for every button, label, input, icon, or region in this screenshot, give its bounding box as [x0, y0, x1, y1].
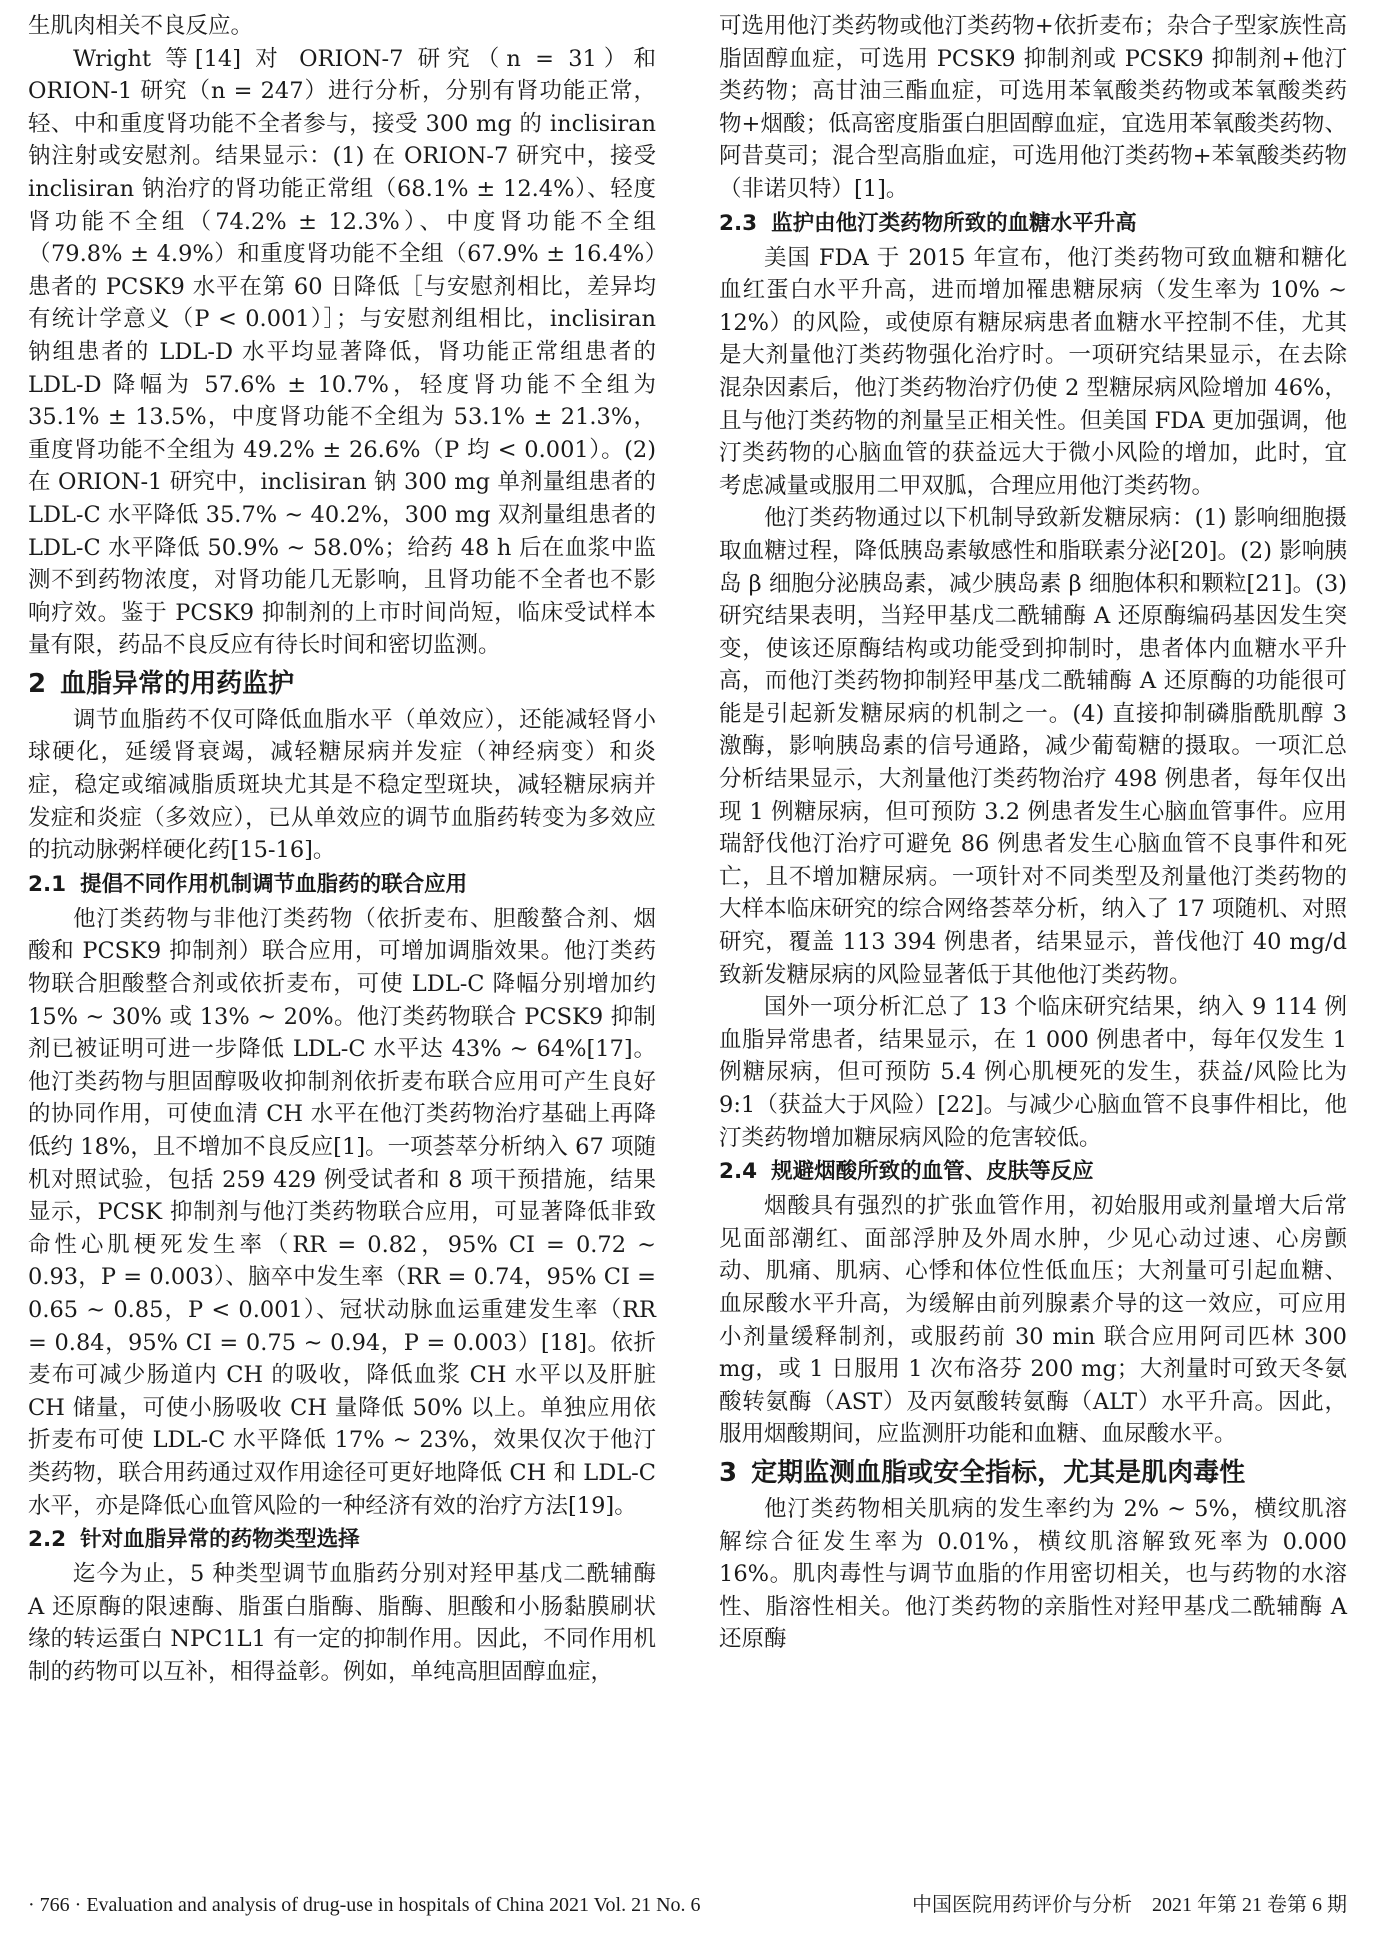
section-title: 血脂异常的用药监护: [60, 668, 295, 699]
paragraph: 生肌肉相关不良反应。: [28, 13, 254, 39]
paragraph: 可选用他汀类药物或他汀类药物+依折麦布；杂合子型家族性高脂固醇血症，可选用 PCSK9 抑制剂或 PCSK9 抑制剂+他汀类药物；高甘油三酯血症，可选用苯氧酸类药物或苯氧酸类药物+烟酸；低高密度脂蛋白胆固醇血症，宜选用苯氧酸类药物、阿昔莫司；混合型高脂血症，可选用他汀类药物+苯氧酸类药物（非诺贝特）[1]。: [719, 13, 1347, 202]
paragraph: 美国 FDA 于 2015 年宣布，他汀类药物可致血糖和糖化血红蛋白水平升高，进而增加罹患糖尿病（发生率为 10% ~ 12%）的风险，或使原有糖尿病患者血糖水平控制不佳，尤其是大剂量他汀类药物强化治疗时。一项研究结果显示，在去除混杂因素后，他汀类药物治疗仍使 2 型糖尿病风险增加 46%，且与他汀类药物的剂量呈正相关性。但美国 FDA 更加强调，他汀类药物的心脑血管的获益远大于微小风险的增加，此时，宜考虑减量或服用二甲双胍，合理应用他汀类药物。: [719, 244, 1347, 499]
subsection-heading: [28, 1524, 656, 1556]
paragraph: 他汀类药物通过以下机制导致新发糖尿病：(1) 影响细胞摄取血糖过程，降低胰岛素敏感性和脂联素分泌[20]。(2) 影响胰岛 β 细胞分泌胰岛素，减少胰岛素 β 细胞体积和颗粒[21]。(3) 研究结果表明，当羟甲基戊二酰辅酶 A 还原酶编码基因发生突变，使该还原酶结构或功能受到抑制时，患者体内血糖水平升高，而他汀类药物抑制羟甲基戊二酰辅酶 A 还原酶的功能很可能是引起新发糖尿病的机制之一。(4) 直接抑制磷脂酰肌醇 3 激酶，影响胰岛素的信号通路，减少葡萄糖的摄取。一项汇总分析结果显示，大剂量他汀类药物治疗 498 例患者，每年仅出现 1 例糖尿病，但可预防 3.2 例患者发生心脑血管事件。应用瑞舒伐他汀治疗可避免 86 例患者发生心脑血管不良事件和死亡，且不增加糖尿病。一项针对不同类型及剂量他汀类药物的大样本临床研究的综合网络荟萃分析，纳入了 17 项随机、对照研究，覆盖 113 394 例患者，结果显示，普伐他汀 40 mg/d 致新发糖尿病的风险显著低于其他他汀类药物。: [719, 505, 1347, 988]
right-column: [719, 10, 1347, 1656]
subsection-number: 2.4: [719, 1159, 758, 1185]
section-number: 2: [28, 668, 47, 699]
section-heading: [28, 666, 656, 702]
paragraph: 调节血脂药不仅可降低血脂水平（单效应），还能减轻肾小球硬化，延缓肾衰竭，减轻糖尿病并发症（神经病变）和炎症，稳定或缩减脂质斑块尤其是不稳定型斑块，减轻糖尿病并发症和炎症（多效应），已从单效应的调节血脂药转变为多效应的抗动脉粥样硬化药[15-16]。: [28, 706, 656, 864]
subsection-heading: [719, 208, 1347, 240]
paragraph: 迄今为止，5 种类型调节血脂药分别对羟甲基戊二酰辅酶 A 还原酶的限速酶、脂蛋白脂酶、脂酶、胆酸和小肠黏膜刷状缘的转运蛋白 NPC1L1 有一定的抑制作用。因此，不同作用机制的药物可以互补，相得益彰。例如，单纯高胆固醇血症，: [28, 1561, 656, 1685]
subsection-title: 规避烟酸所致的血管、皮肤等反应: [771, 1159, 1094, 1185]
subsection-title: 监护由他汀类药物所致的血糖水平升高: [771, 210, 1137, 236]
paragraph: 他汀类药物相关肌病的发生率约为 2% ~ 5%，横纹肌溶解综合征发生率为 0.01%，横纹肌溶解致死率为 0.000 16%。肌肉毒性与调节血脂的作用密切相关，也与药物的水溶性、脂溶性相关。他汀类药物的亲脂性对羟甲基戊二酰辅酶 A 还原酶: [719, 1495, 1347, 1653]
footer-journal-en: · 766 · Evaluation and analysis of drug-use in hospitals of China 2021 Vol. 21 No. 6: [28, 1894, 701, 1916]
paragraph: 国外一项分析汇总了 13 个临床研究结果，纳入 9 114 例血脂异常患者，结果显示，在 1 000 例患者中，每年仅发生 1 例糖尿病，但可预防 5.4 例心肌梗死的发生，获益/风险比为 9:1（获益大于风险）[22]。与减少心脑血管不良事件相比，他汀类药物增加糖尿病风险的危害较低。: [719, 994, 1347, 1151]
paragraph: Wright 等[14] 对 ORION-7 研究（n = 31）和 ORION-1 研究（n = 247）进行分析，分别有肾功能正常，轻、中和重度肾功能不全者参与，接受 300 mg 的 inclisiran 钠注射或安慰剂。结果显示：(1) 在 ORION-7 研究中，接受 inclisiran 钠治疗的肾功能正常组（68.1% ± 12.4%）、轻度肾功能不全组（74.2% ± 12.3%）、中度肾功能不全组（79.8% ± 4.9%）和重度肾功能不全组（67.9% ± 16.4%）患者的 PCSK9 水平在第 60 日降低［与安慰剂相比，差异均有统计学意义（P < 0.001）］；与安慰剂组相比，inclisiran 钠组患者的 LDL-D 水平均显著降低，肾功能正常组患者的 LDL-D 降幅为 57.6% ± 10.7%，轻度肾功能不全组为 35.1% ± 13.5%，中度肾功能不全组为 53.1% ± 21.3%，重度肾功能不全组为 49.2% ± 26.6%（P 均 < 0.001）。(2) 在 ORION-1 研究中，inclisiran 钠 300 mg 单剂量组患者的 LDL-C 水平降低 35.7% ~ 40.2%，300 mg 双剂量组患者的 LDL-C 水平降低 50.9% ~ 58.0%；给药 48 h 后在血浆中监测不到药物浓度，对肾功能几无影响，且肾功能不全者也不影响疗效。鉴于 PCSK9 抑制剂的上市时间尚短，临床受试样本量有限，药品不良反应有待长时间和密切监测。: [28, 45, 656, 659]
paragraph: 烟酸具有强烈的扩张血管作用，初始服用或剂量增大后常见面部潮红、面部浮肿及外周水肿，少见心动过速、心房颤动、肌痛、肌病、心悸和体位性低血压；大剂量可引起血糖、血尿酸水平升高，为缓解由前列腺素介导的这一效应，可应用小剂量缓释制剂，或服药前 30 min 联合应用阿司匹林 300 mg，或 1 日服用 1 次布洛芬 200 mg；大剂量时可致天冬氨酸转氨酶（AST）及丙氨酸转氨酶（ALT）水平升高。因此，服用烟酸期间，应监测肝功能和血糖、血尿酸水平。: [719, 1193, 1347, 1448]
footer-journal-cn: 中国医院用药评价与分析 2021 年第 21 卷第 6 期: [912, 1894, 1347, 1916]
left-column: [28, 10, 656, 1689]
section-heading: [719, 1455, 1347, 1491]
subsection-title: 提倡不同作用机制调节血脂药的联合应用: [80, 871, 468, 897]
paragraph: 他汀类药物与非他汀类药物（依折麦布、胆酸螯合剂、烟酸和 PCSK9 抑制剂）联合应用，可增加调脂效果。他汀类药物联合胆酸整合剂或依折麦布，可使 LDL-C 降幅分别增加约 15% ~ 30% 或 13% ~ 20%。他汀类药物联合 PCSK9 抑制剂已被证明可进一步降低 LDL-C 水平达 43% ~ 64%[17]。他汀类药物与胆固醇吸收抑制剂依折麦布联合应用可产生良好的协同作用，可使血清 CH 水平在他汀类药物治疗基础上再降低约 18%，且不增加不良反应[1]。一项荟萃分析纳入 67 项随机对照试验，包括 259 429 例受试者和 8 项干预措施，结果显示，PCSK 抑制剂与他汀类药物联合应用，可显著降低非致命性心肌梗死发生率（RR = 0.82，95% CI = 0.72 ~ 0.93，P = 0.003）、脑卒中发生率（RR = 0.74，95% CI = 0.65 ~ 0.85，P < 0.001）、冠状动脉血运重建发生率（RR = 0.84，95% CI = 0.75 ~ 0.94，P = 0.003）[18]。依折麦布可减少肠道内 CH 的吸收，降低血浆 CH 水平以及肝脏 CH 储量，可使小肠吸收 CH 量降低 50% 以上。单独应用依折麦布可使 LDL-C 水平降低 17% ~ 23%，效果仅次于他汀类药物，联合用药通过双作用途径可更好地降低 CH 和 LDL-C 水平，亦是降低心血管风险的一种经济有效的治疗方法[19]。: [28, 905, 656, 1519]
section-number: 3: [719, 1457, 738, 1488]
subsection-heading: [719, 1156, 1347, 1188]
subsection-number: 2.3: [719, 210, 758, 236]
subsection-number: 2.2: [28, 1527, 67, 1553]
subsection-title: 针对血脂异常的药物类型选择: [80, 1527, 360, 1553]
subsection-heading: [28, 869, 656, 901]
subsection-number: 2.1: [28, 871, 67, 897]
section-title: 定期监测血脂或安全指标，尤其是肌肉毒性: [751, 1457, 1246, 1488]
